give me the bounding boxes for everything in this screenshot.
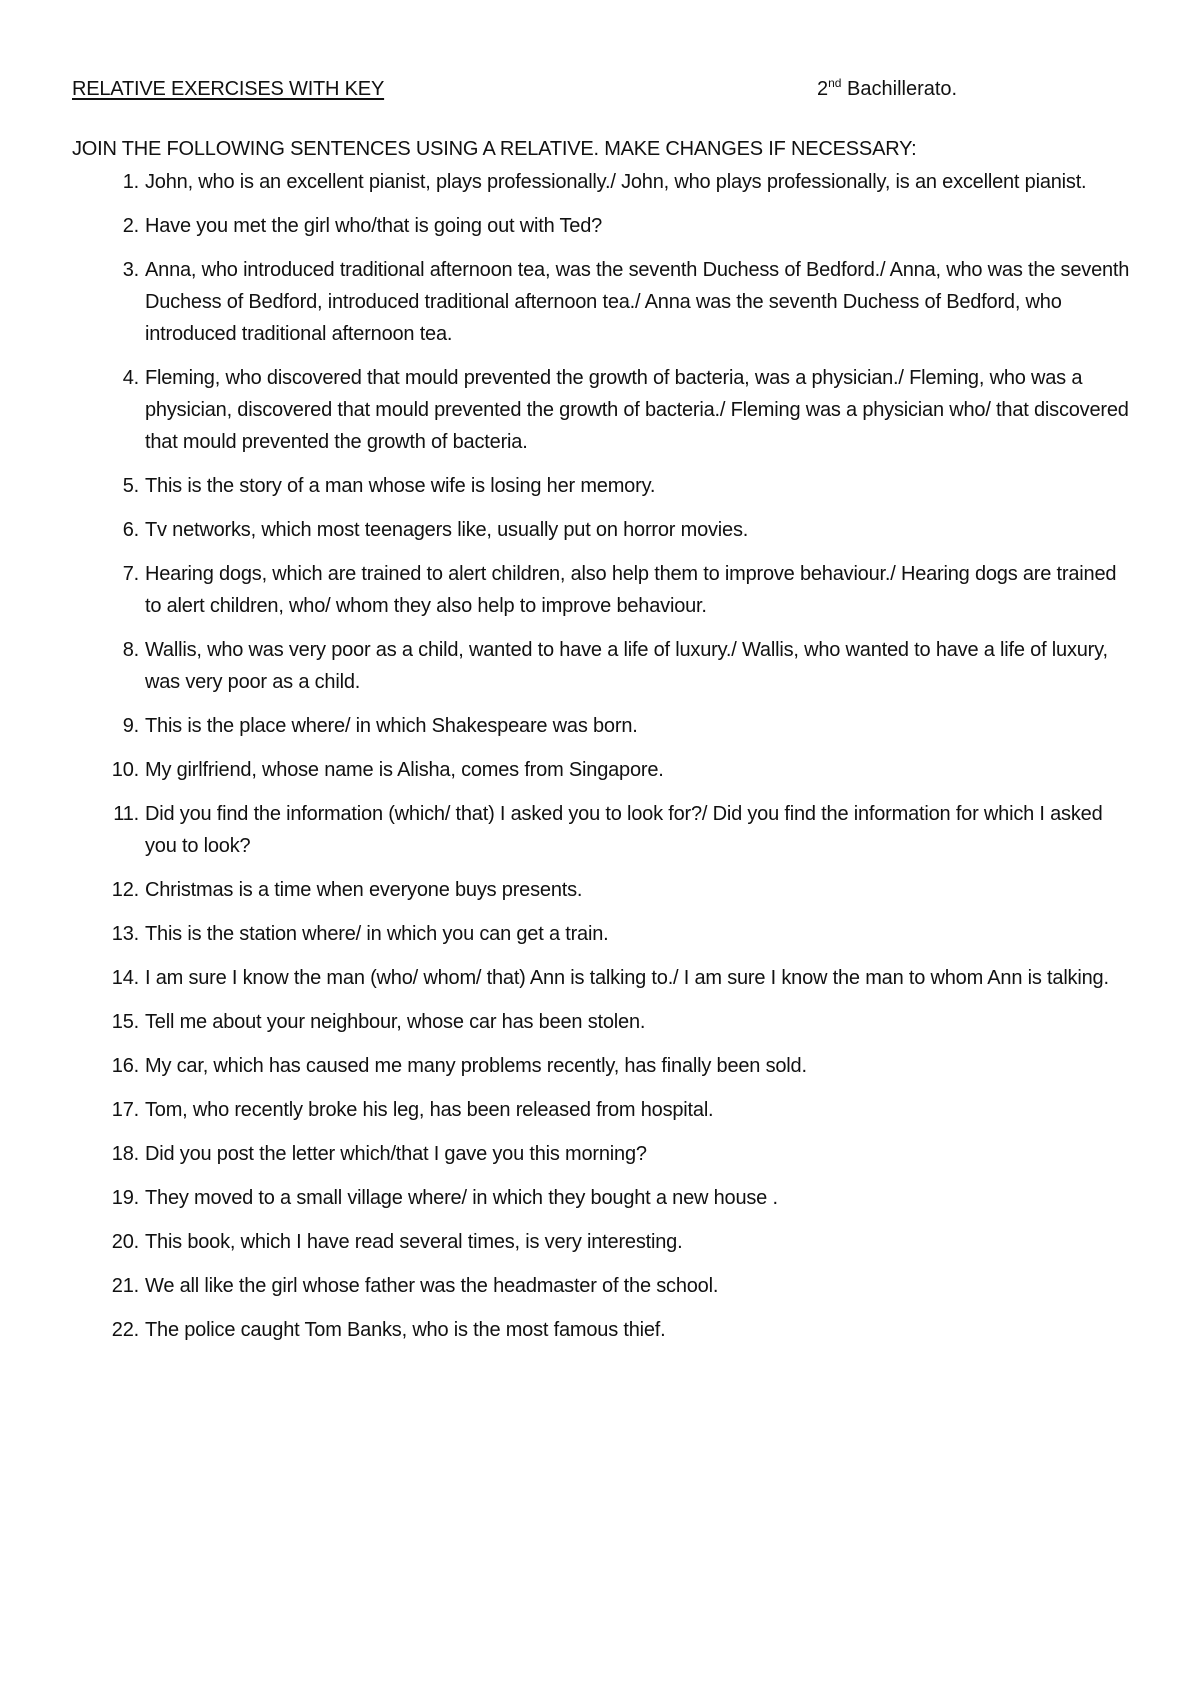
answer-number: 17.: [111, 1099, 139, 1121]
document-header: [72, 74, 1132, 104]
answer-number: 5.: [122, 475, 139, 497]
answer-item: [72, 1138, 1130, 1170]
answer-item: [72, 514, 1130, 546]
answer-number: 3.: [122, 259, 139, 281]
answer-item: [72, 558, 1130, 622]
answer-item: [72, 710, 1130, 742]
answer-text: I am sure I know the man (who/ whom/ that) Ann is talking to./ I am sure I know the man to whom Ann is talking.: [145, 967, 1109, 989]
answer-item: [72, 1226, 1130, 1258]
answer-item: [72, 918, 1130, 950]
answer-text: My girlfriend, whose name is Alisha, comes from Singapore.: [145, 759, 664, 781]
answer-item: [72, 362, 1130, 458]
answer-number: 4.: [122, 367, 139, 389]
answer-item: [72, 254, 1130, 350]
answer-text: Fleming, who discovered that mould prevented the growth of bacteria, was a physician./ Fleming, who was a physician, discovered that mould prevented the growth of bacteria./ Fleming was a physician who/ that discovered that mould prevented the growth of bacteria.: [145, 367, 1129, 453]
answer-number: 19.: [111, 1187, 139, 1209]
answer-item: [72, 1094, 1130, 1126]
answer-item: [72, 1050, 1130, 1082]
answer-number: 13.: [111, 923, 139, 945]
answer-number: 22.: [111, 1319, 139, 1341]
answer-number: 14.: [111, 967, 139, 989]
answer-number: 9.: [122, 715, 139, 737]
answer-item: [72, 874, 1130, 906]
answer-text: We all like the girl whose father was the headmaster of the school.: [145, 1275, 719, 1297]
document-title: RELATIVE EXERCISES WITH KEY: [72, 78, 385, 100]
answer-text: Anna, who introduced traditional afternoon tea, was the seventh Duchess of Bedford./ Anna, who was the seventh Duchess of Bedford, introduced traditional afternoon tea./ Anna was the seventh Duchess of Bedford, who introduced traditional afternoon tea.: [145, 259, 1130, 345]
answer-text: This book, which I have read several times, is very interesting.: [145, 1231, 683, 1253]
answer-text: My car, which has caused me many problems recently, has finally been sold.: [145, 1055, 807, 1077]
answer-text: Did you find the information (which/ that) I asked you to look for?/ Did you find the information for which I asked you to look?: [145, 803, 1103, 857]
answer-text: Wallis, who was very poor as a child, wanted to have a life of luxury./ Wallis, who wanted to have a life of luxury, was very poor as a child.: [145, 639, 1108, 693]
answer-item: [72, 634, 1130, 698]
answer-number: 7.: [122, 563, 139, 585]
answer-item: [72, 1270, 1130, 1302]
answer-item: [72, 166, 1130, 198]
answer-number: 12.: [111, 879, 139, 901]
answer-number: 1.: [122, 171, 139, 193]
answer-text: Hearing dogs, which are trained to alert children, also help them to improve behaviour./ Hearing dogs are trained to alert children, who/ whom they also help to improve behaviour.: [145, 563, 1117, 617]
answer-item: [72, 470, 1130, 502]
answer-number: 10.: [111, 759, 139, 781]
answer-text: This is the station where/ in which you can get a train.: [145, 923, 609, 945]
course-level-superscript: nd: [828, 76, 842, 90]
answer-text: Tell me about your neighbour, whose car has been stolen.: [145, 1011, 646, 1033]
answer-text: Tom, who recently broke his leg, has been released from hospital.: [145, 1099, 714, 1121]
course-level: [817, 74, 957, 104]
answer-text: Christmas is a time when everyone buys presents.: [145, 879, 583, 901]
answer-text: This is the story of a man whose wife is losing her memory.: [145, 475, 656, 497]
answer-number: 16.: [111, 1055, 139, 1077]
answer-number: 20.: [111, 1231, 139, 1253]
answer-text: Have you met the girl who/that is going out with Ted?: [145, 215, 603, 237]
exercise-instruction: JOIN THE FOLLOWING SENTENCES USING A RELATIVE. MAKE CHANGES IF NECESSARY:: [72, 138, 917, 160]
answer-item: [72, 1006, 1130, 1038]
answer-item: [72, 210, 1130, 242]
answer-text: John, who is an excellent pianist, plays professionally./ John, who plays professionally, is an excellent pianist.: [145, 171, 1087, 193]
answer-item: [72, 798, 1130, 862]
answer-text: Did you post the letter which/that I gave you this morning?: [145, 1143, 647, 1165]
course-level-name: Bachillerato.: [841, 78, 958, 100]
answer-text: They moved to a small village where/ in which they bought a new house .: [145, 1187, 778, 1209]
course-level-number: 2: [817, 78, 829, 100]
answer-item: [72, 962, 1130, 994]
answer-item: [72, 1314, 1130, 1346]
answer-item: [72, 1182, 1130, 1214]
answer-number: 6.: [122, 519, 139, 541]
answer-number: 2.: [122, 215, 139, 237]
answer-number: 15.: [111, 1011, 139, 1033]
answer-number: 18.: [111, 1143, 139, 1165]
answer-text: Tv networks, which most teenagers like, usually put on horror movies.: [145, 519, 749, 541]
answer-item: [72, 754, 1130, 786]
answer-number: 11.: [113, 803, 139, 825]
answer-text: This is the place where/ in which Shakespeare was born.: [145, 715, 638, 737]
answer-list: [72, 166, 1130, 1358]
answer-number: 8.: [122, 639, 139, 661]
answer-number: 21.: [111, 1275, 139, 1297]
answer-text: The police caught Tom Banks, who is the most famous thief.: [145, 1319, 666, 1341]
